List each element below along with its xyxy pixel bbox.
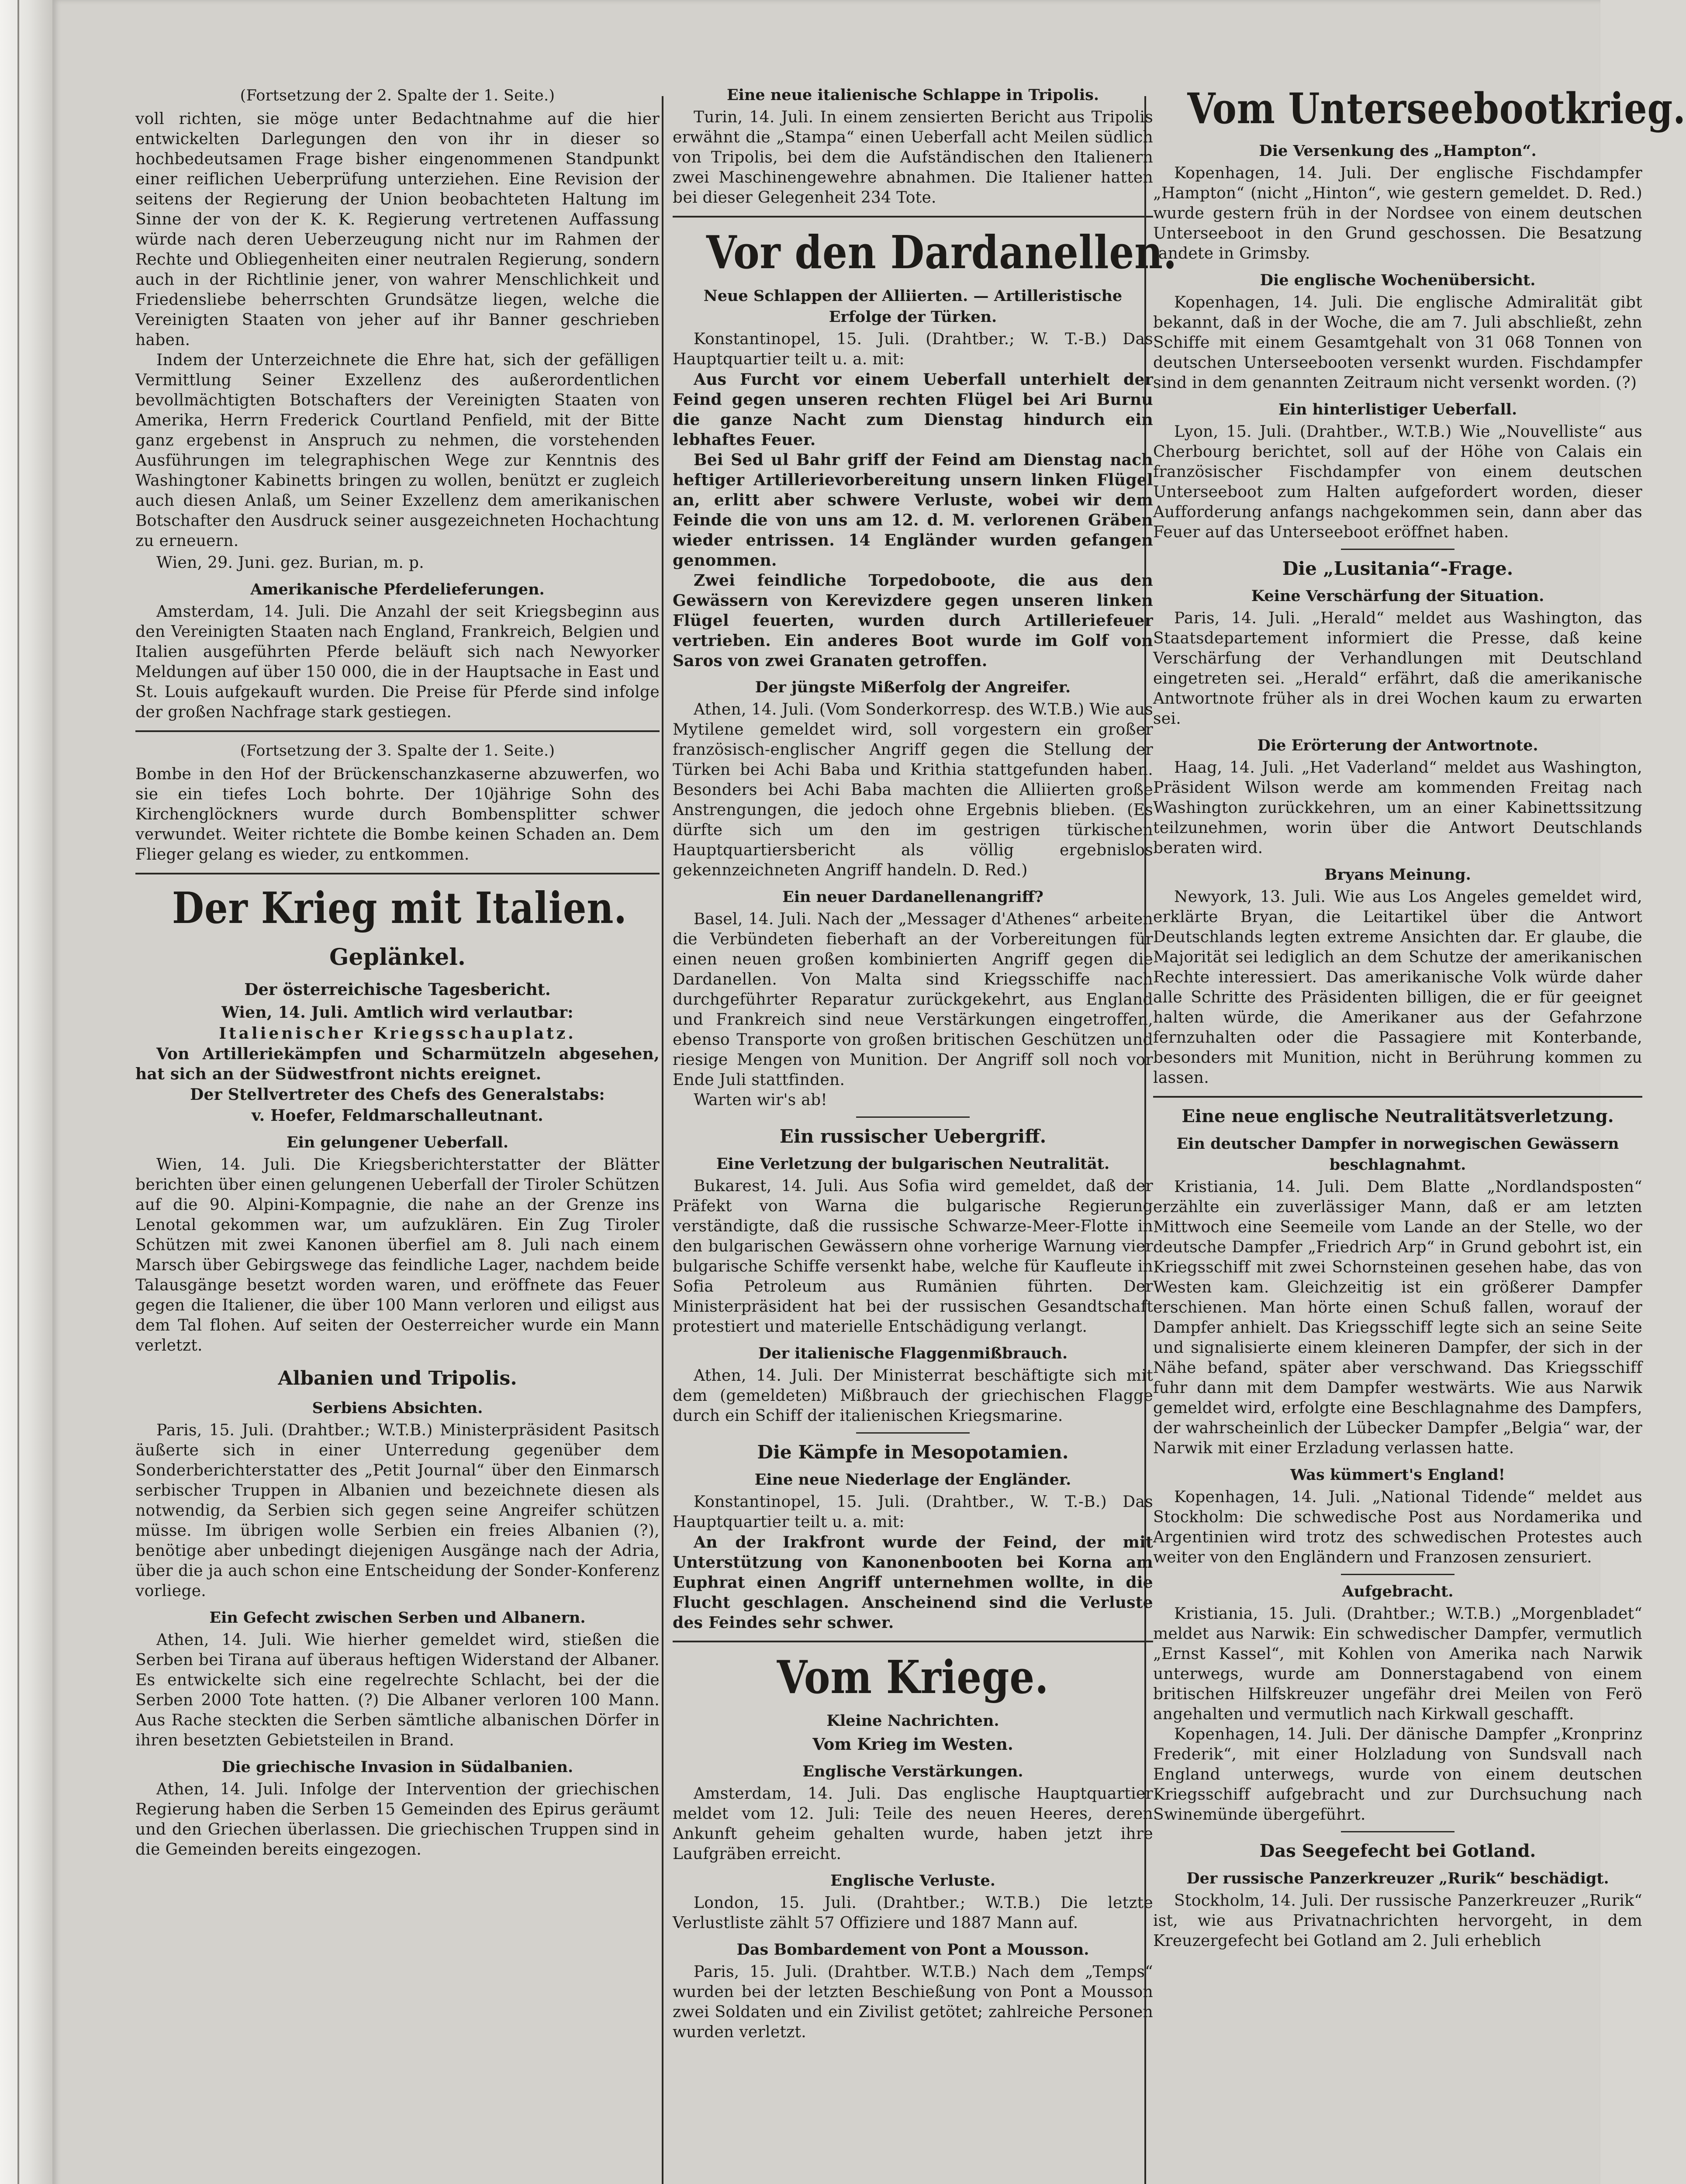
continuation-note: (Fortsetzung der 3. Spalte der 1. Seite.)	[240, 742, 555, 760]
section-heading: Ein gelungener Ueberfall.	[286, 1133, 509, 1151]
section-heading: Ein deutscher Dampfer in norwegischen Gewässern beschlagnahmt.	[1176, 1135, 1619, 1174]
article-paragraph: Aus Furcht vor einem Ueberfall unterhielt der Feind gegen unseren rechten Flügel bei Ari Burnu die ganze Nacht zum Dienstag hindurch ein lebhaftes Feuer.	[673, 370, 1153, 449]
section-heading: Was kümmert's England!	[1290, 1466, 1505, 1484]
article-paragraph: Kopenhagen, 14. Juli. Der englische Fischdampfer „Hampton“ (nicht „Hinton“, wie gestern gemeldet. D. Red.) wurde gestern früh in der Nordsee von einem deutschen Unterseeboot in den Grund geschossen. Die Besatzung landete in Grimsby.	[1153, 164, 1642, 263]
section-heading: Ein hinterlistiger Ueberfall.	[1278, 401, 1517, 418]
section-heading: Englische Verluste.	[830, 1872, 995, 1890]
section-heading: Vom Krieg im Westen.	[812, 1735, 1013, 1754]
section-heading: Das Seegefecht bei Gotland.	[1259, 1841, 1536, 1861]
section-heading: Serbiens Absichten.	[312, 1399, 483, 1417]
divider	[1341, 1574, 1455, 1575]
section-heading: Ein neuer Dardanellenangriff?	[782, 888, 1043, 906]
section-heading: Die Erörterung der Antwortnote.	[1257, 736, 1538, 754]
section-heading: Keine Verschärfung der Situation.	[1251, 587, 1544, 605]
signature-line: v. Hoefer, Feldmarschalleutnant.	[251, 1106, 543, 1125]
section-heading: Die „Lusitania“-Frage.	[1282, 558, 1513, 579]
subheadline: Geplänkel.	[329, 944, 466, 971]
article-paragraph: Bukarest, 14. Juli. Aus Sofia wird gemeldet, daß der Präfekt von Warna die bulgarische Regierung verständigte, daß die russische Schwarze-Meer-Flotte in den bulgarischen Gewässern ohne vorherige Warnung vier bulgarische Schiffe versenkt habe, welche für Kaufleute in Sofia Petroleum aus Rumänien führten. Der Ministerpräsident hat bei der russischen Gesandtschaft protestiert und materielle Entschädigung verlangt.	[673, 1177, 1153, 1336]
section-heading: Eine neue Niederlage der Engländer.	[754, 1471, 1071, 1489]
column-1	[135, 83, 660, 1860]
article-paragraph: Kopenhagen, 14. Juli. Der dänische Dampfer „Kronprinz Frederik“, mit einer Holzladung von Sundsvall nach England unterwegs, wurde von einem deutschen Kriegsschiff aufgebracht und zur Durchsuchung nach Swinemünde übergeführt.	[1153, 1725, 1642, 1824]
article-paragraph: Konstantinopel, 15. Juli. (Drahtber.; W. T.-B.) Das Hauptquartier teilt u. a. mit:	[673, 330, 1153, 368]
article-paragraph: Kopenhagen, 14. Juli. Die englische Admiralität gibt bekannt, daß in der Woche, die am 7. Juli abschließt, zehn Schiffe mit einem Gesamtgehalt von 31 068 Tonnen von deutschen Unterseebooten versenkt wurden. Fischdampfer sind in dem genannten Zeitraum nicht versenkt worden. (?)	[1153, 294, 1642, 392]
column-3	[1153, 83, 1686, 1951]
section-heading: Amerikanische Pferdelieferungen.	[250, 581, 545, 598]
article-paragraph: Amsterdam, 14. Juli. Das englische Hauptquartier meldet vom 12. Juli: Teile des neuen Heeres, deren Ankunft geheim gehalten wurde, haben jetzt ihre Laufgräben erreicht.	[673, 1785, 1153, 1863]
headline: Vom Kriege.	[777, 1650, 1049, 1704]
article-paragraph: Paris, 15. Juli. (Drahtber. W.T.B.) Nach dem „Temps“ wurden bei der letzten Beschießung von Pont a Mousson zwei Soldaten und ein Zivilist getötet; zahlreiche Personen wurden verletzt.	[673, 1963, 1153, 2041]
headline: Vom Unterseebootkrieg.	[1187, 84, 1686, 133]
newspaper-page	[52, 0, 1686, 2184]
article-paragraph: Indem der Unterzeichnete die Ehre hat, sich der gefälligen Vermittlung Seiner Exzellenz des außerordentlichen bevollmächtigten Botschafters der Vereinigten Staaten von Amerika, Herrn Frederick Courtland Penfield, mit der Bitte ganz ergebenst in Anspruch zu nehmen, die vorstehenden Ausführungen im telegraphischen Wege zur Kenntnis des Washingtoner Kabinetts bringen zu wollen, benützt er zugleich auch diesen Anlaß, um Seiner Exzellenz dem amerikanischen Botschafter den Ausdruck seiner ausgezeichneten Hochachtung zu erneuern.	[135, 351, 660, 550]
headline: Der Krieg mit Italien.	[172, 883, 627, 933]
divider	[135, 730, 660, 732]
article-paragraph: Athen, 14. Juli. (Vom Sonderkorresp. des W.T.B.) Wie aus Mytilene gemeldet wird, soll vorgestern ein großer französisch-englischer Angriff gegen die Stellung der Türken bei Achi Baba und Krithia stattgefunden haben. Besonders bei Achi Baba machten die Alliierten große Anstrengungen, die jedoch ohne Ergebnis blieben. (Es dürfte sich um den im gestrigen türkischen Hauptquartiersbericht als völlig ergebnislos gekennzeichneten Angriff handeln. D. Red.)	[673, 701, 1153, 879]
divider	[673, 216, 1153, 218]
column-rule-left	[662, 96, 663, 2184]
article-paragraph: Kopenhagen, 14. Juli. „National Tidende“ meldet aus Stockholm: Die schwedische Post aus Nordamerika und Argentinien wird trotz des schwedischen Protestes auch weiter von den Engländern und Franzosen zensuriert.	[1153, 1488, 1642, 1566]
section-heading: Eine Verletzung der bulgarischen Neutralität.	[716, 1155, 1110, 1173]
divider	[856, 1116, 970, 1118]
article-paragraph: Athen, 14. Juli. Wie hierher gemeldet wird, stießen die Serben bei Tirana auf überaus heftigen Widerstand der Albaner. Es entwickelte sich eine regelrechte Schlacht, bei der die Serben 2000 Tote hatten. (?) Die Albaner verloren 100 Mann. Aus Rache steckten die Serben sämtliche albanischen Dörfer in ihren besetzten Gebietsteilen in Brand.	[135, 1631, 660, 1749]
divider	[1341, 1831, 1455, 1832]
article-paragraph: Zwei feindliche Torpedoboote, die aus den Gewässern von Kerevizdere gegen unseren linken Flügel feuerten, wurden durch Artilleriefeuer vertrieben. Ein anderes Boot wurde im Golf von Saros von zwei Granaten getroffen.	[673, 571, 1153, 670]
section-heading: Die griechische Invasion in Südalbanien.	[221, 1758, 574, 1776]
divider	[856, 1432, 970, 1434]
article-paragraph: Turin, 14. Juli. In einem zensierten Bericht aus Tripolis erwähnt die „Stampa“ einen Ueberfall acht Meilen südlich von Tripolis, bei dem die Aufständischen den Italienern zwei Maschinengewehre abnahmen. Die Italiener hatten bei dieser Gelegenheit 234 Tote.	[673, 108, 1153, 207]
article-paragraph: London, 15. Juli. (Drahtber.; W.T.B.) Die letzte Verlustliste zählt 57 Offiziere und 1887 Mann auf.	[673, 1894, 1153, 1932]
article-paragraph: Athen, 14. Juli. Infolge der Intervention der griechischen Regierung haben die Serben 15 Gemeinden des Epirus geräumt und den Griechen überlassen. Die griechischen Truppen sind in die Gemeinden bereits eingezogen.	[135, 1780, 660, 1859]
page-binding-edge	[0, 0, 52, 2184]
section-heading: Die Versenkung des „Hampton“.	[1259, 142, 1537, 160]
section-heading: Das Bombardement von Pont a Mousson.	[736, 1941, 1089, 1959]
divider	[135, 873, 660, 874]
section-heading: Bryans Meinung.	[1324, 866, 1471, 884]
article-paragraph: Stockholm, 14. Juli. Der russische Panzerkreuzer „Rurik“ ist, wie aus Privatnachrichten hervorgeht, in dem Kreuzergefecht bei Gotland am 2. Juli erheblich	[1153, 1892, 1642, 1950]
article-paragraph: Von Artilleriekämpfen und Scharmützeln abgesehen, hat sich an der Südwestfront nichts ereignet.	[135, 1045, 660, 1083]
theater-label: Italienischer Kriegsschauplatz.	[219, 1024, 576, 1043]
subheadline: Albanien und Tripolis.	[278, 1367, 517, 1389]
article-paragraph: An der Irakfront wurde der Feind, der mit Unterstützung von Kanonenbooten bei Korna am Euphrat einen Angriff unternehmen wollte, in die Flucht geschlagen. Anscheinend sind die Verluste des Feindes sehr schwer.	[673, 1533, 1153, 1632]
section-heading: Eine neue italienische Schlappe in Tripolis.	[726, 86, 1099, 104]
section-heading: Der jüngste Mißerfolg der Angreifer.	[755, 678, 1071, 696]
article-paragraph: Wien, 14. Juli. Die Kriegsberichterstatter der Blätter berichten über einen gelungenen Ueberfall der Tiroler Schützen auf die 90. Alpini-Kompagnie, die nahe an der Grenze ins Lenotal gekommen war, um aufzuklären. Ein Zug Tiroler Schützen mit zwei Kanonen überfiel am 8. Juli nach einem Marsch über Gebirgswege das feindliche Lager, nachdem beide Talausgänge besetzt worden waren, und eröffnete das Feuer gegen die Italiener, die über 100 Mann verloren und eiligst aus dem Tal flohen. Auf seiten der Oesterreicher wurde ein Mann verletzt.	[135, 1156, 660, 1355]
headline: Vor den Dardanellen.	[706, 225, 1177, 279]
article-paragraph: Haag, 14. Juli. „Het Vaderland“ meldet aus Washington, Präsident Wilson werde am kommenden Freitag nach Washington zurückkehren, um an einer Kabinettssitzung teilzunehmen, worin über die Antwort Deutschlands beraten wird.	[1153, 759, 1642, 857]
section-heading: Ein russischer Uebergriff.	[779, 1126, 1047, 1147]
section-heading: Neue Schlappen der Alliierten. — Artilleristische Erfolge der Türken.	[703, 287, 1123, 326]
continuation-note: (Fortsetzung der 2. Spalte der 1. Seite.)	[240, 87, 555, 104]
article-paragraph: Athen, 14. Juli. Der Ministerrat beschäftigte sich mit dem (gemeldeten) Mißbrauch der griechischen Flagge durch ein Schiff der italienischen Kriegsmarine.	[673, 1367, 1153, 1425]
article-paragraph: Konstantinopel, 15. Juli. (Drahtber., W. T.-B.) Das Hauptquartier teilt u. a. mit:	[673, 1493, 1153, 1531]
article-paragraph: Amsterdam, 14. Juli. Die Anzahl der seit Kriegsbeginn aus den Vereinigten Staaten nach England, Frankreich, Belgien und Italien ausgeführten Pferde beläuft sich nach Newyorker Meldungen auf über 150 000, die in der Hauptsache in East und St. Louis aufgekauft wurden. Die Preise für Pferde sind infolge der großen Nachfrage stark gestiegen.	[135, 603, 660, 721]
article-paragraph: Newyork, 13. Juli. Wie aus Los Angeles gemeldet wird, erklärte Bryan, die Leitartikel über die Antwort Deutschlands legten extreme Ansichten dar. Er glaube, die Majorität sei lediglich an dem Schutze der amerikanischen Rechte interessiert. Das amerikanische Volk würde daher alle Schritte des Präsidenten billigen, die er für geeignet halten würde, die Amerikaner aus der Gefahrzone fernzuhalten oder die Passagiere mit Konterbande, besonders mit Munition, nicht in Berührung kommen zu lassen.	[1153, 888, 1642, 1087]
section-heading: Kleine Nachrichten.	[826, 1712, 999, 1730]
article-paragraph: Kristiania, 15. Juli. (Drahtber.; W.T.B.) „Morgenbladet“ meldet aus Narwik: Ein schwedischer Dampfer, vermutlich „Ernst Kassel“, mit Kohlen von Amerika nach Narwik unterwegs, wurde am Donnerstagabend von einem britischen Hilfskreuzer ungefähr drei Meilen von Ferö angehalten und vermutlich nach Kirkwall geschafft.	[1153, 1605, 1642, 1723]
article-paragraph: voll richten, sie möge unter Bedachtnahme auf die hier entwickelten Darlegungen den von ihr in dieser so hochbedeutsamen Frage bisher eingenommenen Standpunkt einer reiflichen Ueberprüfung unterziehen. Eine Revision der seitens der Regierung der Union beobachteten Haltung im Sinne der von der K. K. Regierung vertretenen Auffassung würde nach deren Ueberzeugung nicht nur im Rahmen der Rechte und Obliegenheiten einer neutralen Regierung, sondern auch in der Richtlinie jener, von wahrer Menschlichkeit und Friedensliebe beherrschten Grundsätze liegen, welche die Vereinigten Staaten von jeher auf ihr Banner geschrieben haben.	[135, 110, 660, 349]
signature-line: Wien, 29. Juni. gez. Burian, m. p.	[156, 554, 424, 572]
divider	[673, 1641, 1153, 1642]
article-paragraph: Bombe in den Hof der Brückenschanzkaserne abzuwerfen, wo sie ein tiefes Loch bohrte. Der 10jährige Sohn des Kirchenglöckners wurde durch Bombensplitter schwer verwundet. Weiter richtete die Bombe keinen Schaden an. Dem Flieger gelang es wieder, zu entkommen.	[135, 765, 660, 864]
article-paragraph: Lyon, 15. Juli. (Drahtber., W.T.B.) Wie „Nouvelliste“ aus Cherbourg berichtet, soll auf der Höhe von Calais ein französischer Fischdampfer von einem deutschen Unterseeboot zum Halten aufgefordert worden, dieser Aufforderung anfangs nachgekommen sein, dann aber das Feuer auf das Unterseeboot eröffnet haben.	[1153, 423, 1642, 541]
article-paragraph: Warten wir's ab!	[694, 1091, 828, 1109]
article-paragraph: Kristiania, 14. Juli. Dem Blatte „Nordlandsposten“ erzählte ein zuverlässiger Mann, daß er am letzten Mittwoch eine Seemeile vom Lande an der Stelle, wo der deutsche Dampfer „Friedrich Arp“ in Grund gebohrt ist, ein Kriegsschiff mit zwei Schornsteinen gesehen habe, das von Westen kam. Gleichzeitig ist ein größerer Dampfer erschienen. Man hörte einen Schuß fallen, worauf der Dampfer anhielt. Das Kriegsschiff legte sich an seine Seite und signalisierte einem kleineren Dampfer, der sich in der Nähe befand, später aber verschwand. Das Kriegsschiff fuhr dann mit dem Dampfer westwärts. Wie aus Narwik gemeldet wird, erfolgte eine Beschlagnahme des Dampfers, der wahrscheinlich der Lübecker Dampfer „Belgia“ war, der Narwik mit einer Erzladung verlassen hatte.	[1153, 1178, 1642, 1457]
article-paragraph: Paris, 14. Juli. „Herald“ meldet aus Washington, das Staatsdepartement informiert die Presse, daß keine Verschärfung der Verhandlungen mit Deutschland eingetreten sei. „Herald“ erfährt, daß die amerikanische Antwortnote früher als in drei Wochen kaum zu erwarten sei.	[1153, 609, 1642, 728]
article-paragraph: Bei Sed ul Bahr griff der Feind am Dienstag nach heftiger Artillerievorbereitung unsern linken Flügel an, erlitt aber schwere Verluste, wobei wir dem Feinde die von uns am 12. d. M. verlorenen Gräben wieder entrissen. 14 Engländer wurden gefangen genommen.	[673, 451, 1153, 570]
section-heading: Der österreichische Tagesbericht.	[244, 980, 551, 999]
divider	[1341, 549, 1455, 550]
article-paragraph: Paris, 15. Juli. (Drahtber.; W.T.B.) Ministerpräsident Pasitsch äußerte sich in einer Unterredung gegenüber dem Sonderberichterstatter des „Petit Journal“ über den Einmarsch serbischer Truppen in Albanien und bezeichnete diesen als notwendig, da Serbien sich gegen seine Angreifer schützen müsse. Im übrigen wolle Serbien ein freies Albanien (?), benötige aber unbedingt diejenigen Ausgänge nach der Adria, über die ja auch schon eine Entscheidung der Sonder-Konferenz vorliege.	[135, 1421, 660, 1600]
section-heading: Aufgebracht.	[1342, 1583, 1454, 1600]
section-heading: Der italienische Flaggenmißbrauch.	[758, 1344, 1068, 1362]
column-2	[673, 83, 1177, 2042]
section-heading: Die Kämpfe in Mesopotamien.	[757, 1441, 1069, 1463]
section-heading: Eine neue englische Neutralitätsverletzung.	[1182, 1106, 1614, 1127]
dateline: Wien, 14. Juli. Amtlich wird verlautbar:	[221, 1003, 574, 1022]
section-heading: Englische Verstärkungen.	[802, 1762, 1023, 1780]
signature-line: Der Stellvertreter des Chefs des Generalstabs:	[190, 1085, 605, 1104]
section-heading: Der russische Panzerkreuzer „Rurik“ beschädigt.	[1186, 1870, 1609, 1887]
article-paragraph: Basel, 14. Juli. Nach der „Messager d'Athenes“ arbeiten die Verbündeten fieberhaft an der Vorbereitungen für einen neuen großen kombinierten Angriff gegen die Dardanellen. Von Malta sind Kriegsschiffe nach durchgeführter Reparatur zurückgekehrt, aus England und Frankreich sind neue Verstärkungen eingetroffen, ebenso Transporte von großen britischen Geschützen und riesige Mengen von Munition. Der Angriff soll noch vor Ende Juli stattfinden.	[673, 910, 1153, 1089]
divider	[1153, 1096, 1642, 1098]
section-heading: Die englische Wochenübersicht.	[1260, 271, 1536, 289]
section-heading: Ein Gefecht zwischen Serben und Albanern.	[209, 1609, 586, 1627]
